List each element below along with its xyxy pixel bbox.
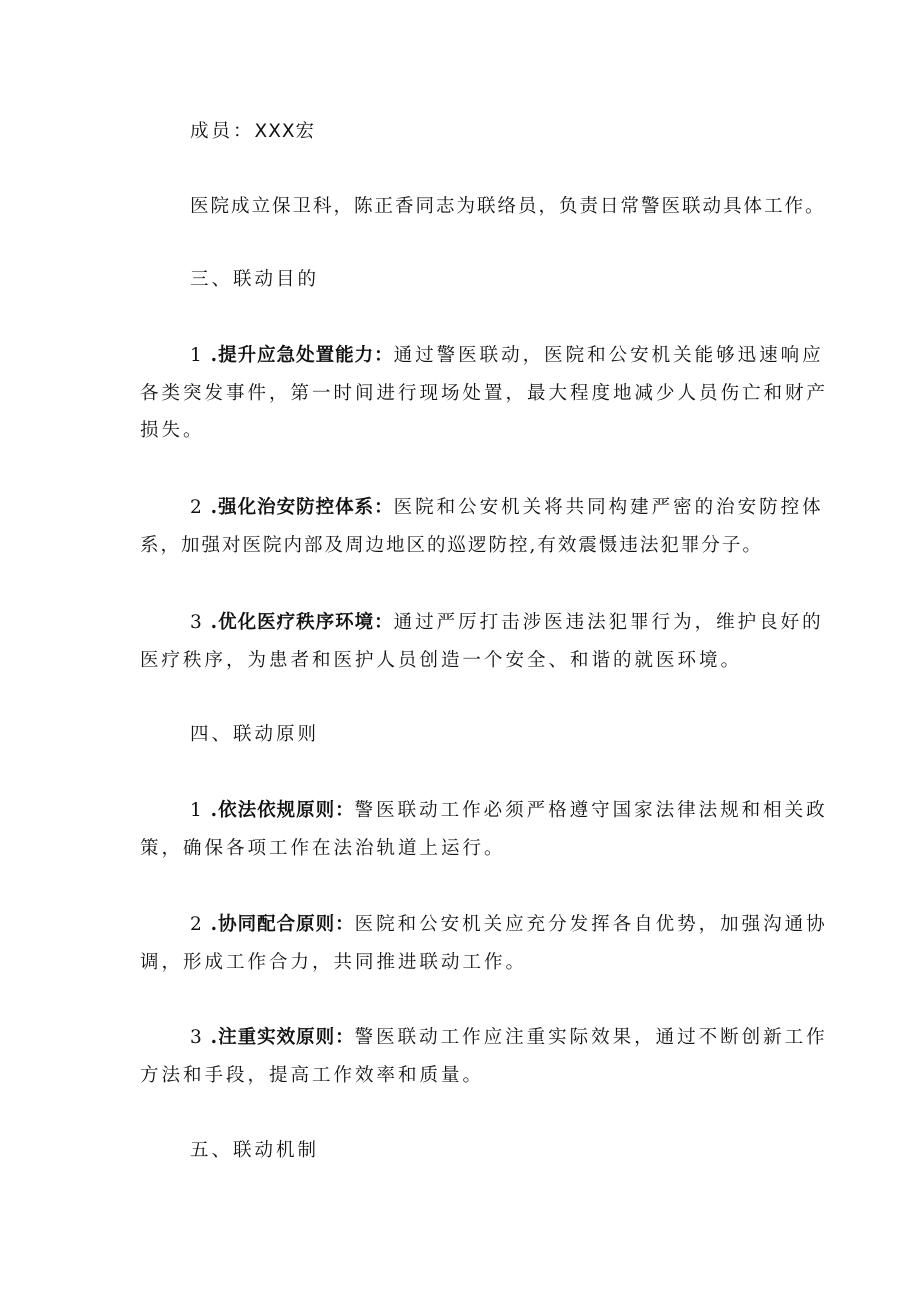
section3-item1-line2: 各类突发事件，第一时间进行现场处置，最大程度地减少人员伤亡和财产	[140, 383, 829, 404]
item-title: .协同配合原则：	[210, 914, 355, 935]
section4-item3-line1	[190, 1025, 828, 1051]
section3-item2-line1	[190, 495, 824, 521]
item-text: 医院和公安机关将共同构建严密的治安防控体	[393, 497, 824, 518]
item-number: 3	[190, 1027, 202, 1048]
item-number: 3	[190, 612, 202, 633]
item-text: 警医联动工作必须严格遵守国家法律法规和相关政	[354, 800, 828, 821]
item-number: 1	[190, 345, 202, 366]
section3-item2-line2: 系，加强对医院内部及周边地区的巡逻防控,有效震慑违法犯罪分子。	[140, 535, 763, 556]
members-name-placeholder: XXX	[254, 121, 296, 142]
section4-item1-line2: 策，确保各项工作在法治轨道上运行。	[140, 838, 506, 859]
section4-item1-line1	[190, 798, 828, 824]
members-line	[190, 119, 317, 145]
item-title: .提升应急处置能力：	[210, 345, 394, 366]
item-title: .依法依规原则：	[210, 800, 355, 821]
section4-item2-line2: 调，形成工作合力，共同推进联动工作。	[140, 952, 528, 973]
item-title: .优化医疗秩序环境：	[210, 612, 394, 633]
section3-heading: 三、联动目的	[190, 269, 320, 290]
section3-item1-line1	[190, 343, 824, 369]
liaison-paragraph: 医院成立保卫科，陈正香同志为联络员，负责日常警医联动具体工作。	[190, 196, 826, 217]
item-text: 医院和公安机关应充分发挥各自优势，加强沟通协	[354, 914, 828, 935]
item-number: 2	[190, 497, 202, 518]
item-number: 2	[190, 914, 202, 935]
item-title: .注重实效原则：	[210, 1027, 355, 1048]
section4-item3-line2: 方法和手段，提高工作效率和质量。	[140, 1065, 485, 1086]
section3-item3-line1	[190, 610, 824, 636]
section4-heading: 四、联动原则	[190, 724, 320, 745]
item-text: 通过严厉打击涉医违法犯罪行为，维护良好的	[393, 612, 824, 633]
section3-item1-line3: 损失。	[140, 420, 205, 441]
item-text: 通过警医联动，医院和公安机关能够迅速响应	[393, 345, 824, 366]
item-title: .强化治安防控体系：	[210, 497, 394, 518]
section5-heading: 五、联动机制	[190, 1140, 320, 1161]
members-label: 成员：	[190, 121, 255, 142]
section3-item3-line2: 医疗秩序，为患者和医护人员创造一个安全、和谐的就医环境。	[140, 650, 743, 671]
item-text: 警医联动工作应注重实际效果，通过不断创新工作	[354, 1027, 828, 1048]
section4-item2-line1	[190, 912, 828, 938]
item-number: 1	[190, 800, 202, 821]
members-name-suffix: 宏	[295, 121, 318, 142]
